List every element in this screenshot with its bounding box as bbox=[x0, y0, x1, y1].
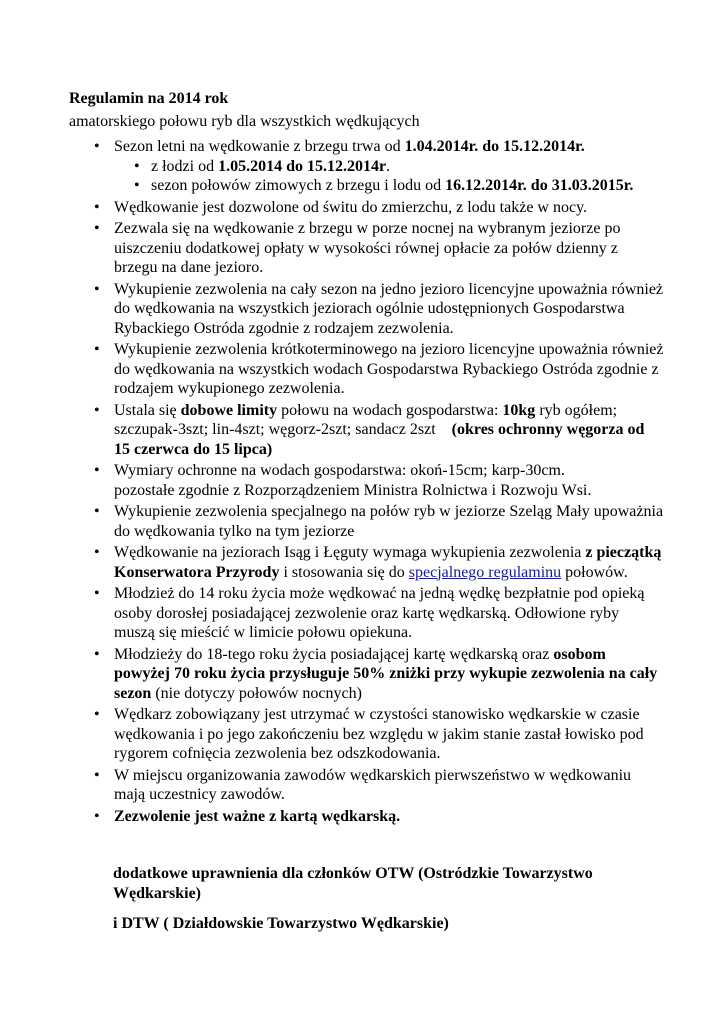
rule-special: • Wykupienie zezwolenia specjalnego na połów ryb w jeziorze Szeląg Mały upoważnia do wędkowania tylko na tym jeziorze bbox=[94, 502, 664, 541]
rule-dawn: • Wędkowanie jest dozwolone od świtu do zmierzchu, z lodu także w nocy. bbox=[94, 198, 664, 218]
rule-season-permit: • Wykupienie zezwolenia na cały sezon na jedno jezioro licencyjne upoważnia również do wędkowania na wszystkich jeziorach ogólnie udostępnionych Gospodarstwa Rybackiego Ostróda zgodnie z rodzajem zezwolenia. bbox=[94, 280, 664, 339]
special-regulation-link[interactable]: specjalnego regulaminu bbox=[408, 563, 562, 581]
rule-youth-18: • Młodzieży do 18-tego roku życia posiadającej kartę wędkarską oraz osobom powyżej 70 roku życia przysługuje 50% zniżki przy wykupie zezwolenia na cały sezon (nie dotyczy połowów nocnych) bbox=[94, 645, 664, 704]
document-title: Regulamin na 2014 rok bbox=[69, 90, 229, 107]
rule-sizes: • Wymiary ochronne na wodach gospodarstwa: okoń-15cm; karp-30cm. pozostałe zgodnie z Rozporządzeniem Ministra Rolnictwa i Rozwoju Wsi. bbox=[94, 461, 664, 500]
rule-short-permit: • Wykupienie zezwolenia krótkoterminowego na jezioro licencyjne upoważnia również do wędkowania na wszystkich wodach Gospodarstwa Rybackiego Ostróda zgodnie z rodzajem wykupionego zezwolenia. bbox=[94, 340, 664, 399]
rule-competitions: • W miejscu organizowania zawodów wędkarskich pierwszeństwo w wędkowaniu mają uczestnicy zawodów. bbox=[94, 766, 664, 805]
rule-season: • Sezon letni na wędkowanie z brzegu trwa od 1.04.2014r. do 15.12.2014r. • z łodzi od 1.05.2014 do 15.12.2014r. • sezon połowów zimowych z brzegu i lodu od 16.12.2014r. do 31.03.2015r. bbox=[94, 137, 664, 196]
rule-season-boat: • z łodzi od 1.05.2014 do 15.12.2014r. bbox=[134, 157, 664, 177]
rule-youth-14: • Młodzież do 14 roku życia może wędkować na jedną wędkę bezpłatnie pod opieką osoby dorosłej posiadającej zezwolenie oraz kartę wędkarską. Odłowione ryby muszą się mieścić w limicie połowu opiekuna. bbox=[94, 584, 664, 643]
otw-note: dodatkowe uprawnienia dla członków OTW (Ostródzkie Towarzystwo Wędkarskie) bbox=[113, 865, 593, 902]
season-sublist bbox=[114, 157, 664, 196]
dtw-note: i DTW ( Działdowskie Towarzystwo Wędkarskie) bbox=[113, 915, 449, 932]
rules-list bbox=[94, 137, 664, 828]
rule-card: • Zezwolenie jest ważne z kartą wędkarską. bbox=[94, 807, 664, 827]
rule-season-winter: • sezon połowów zimowych z brzegu i lodu od 16.12.2014r. do 31.03.2015r. bbox=[134, 176, 664, 196]
rule-isag: • Wędkowanie na jeziorach Isąg i Łęguty wymaga wykupienia zezwolenia z pieczątką Konserwatora Przyrody i stosowania się do specjalnego regulaminu połowów. bbox=[94, 543, 664, 582]
document-subtitle: amatorskiego połowu ryb dla wszystkich wędkujących bbox=[69, 113, 420, 130]
rule-clean: • Wędkarz zobowiązany jest utrzymać w czystości stanowisko wędkarskie w czasie wędkowania i po jego zakończeniu bez względu w jakim stanie zastał łowisko pod rygorem cofnięcia zezwolenia bez odszkodowania. bbox=[94, 705, 664, 764]
rule-limits: • Ustala się dobowe limity połowu na wodach gospodarstwa: 10kg ryb ogółem; szczupak-3szt; lin-4szt; węgorz-2szt; sandacz 2szt (okres ochronny węgorza od 15 czerwca do 15 lipca) bbox=[94, 401, 664, 460]
rule-night: • Zezwala się na wędkowanie z brzegu w porze nocnej na wybranym jeziorze po uiszczeniu dodatkowej opłaty w wysokości równej opłacie za połów dzienny z brzegu na dane jezioro. bbox=[94, 219, 664, 278]
